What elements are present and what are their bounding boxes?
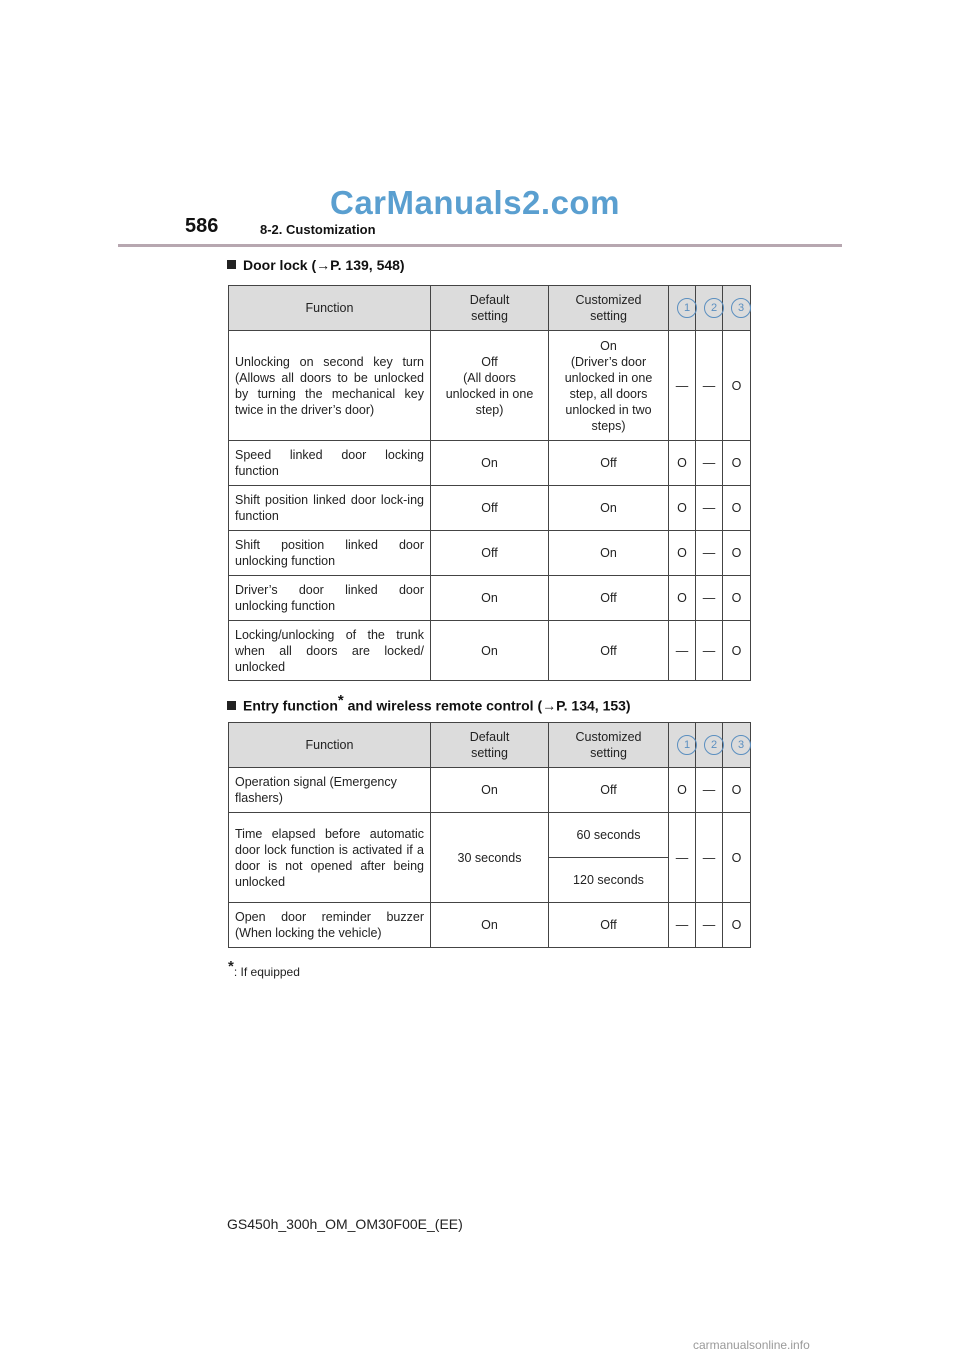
- entry-heading-star: *: [337, 692, 344, 709]
- table-row: [229, 531, 751, 576]
- door-lock-heading: [227, 257, 405, 273]
- custom-cell: Off: [549, 621, 669, 681]
- mark-cell-2: —: [696, 768, 723, 813]
- mark-cell-2: —: [696, 531, 723, 576]
- mark-cell-2: —: [696, 331, 723, 441]
- watermark-logo: CarManuals2.com: [330, 184, 620, 221]
- col-header-default: Default setting: [431, 723, 549, 768]
- mark-cell-2: —: [696, 486, 723, 531]
- mark-cell-3: O: [723, 903, 751, 948]
- function-cell: Time elapsed before automatic door lock function is activated if a door is not opened after being unlocked: [229, 813, 431, 903]
- col-header-3: [723, 723, 751, 768]
- default-cell: Off: [431, 531, 549, 576]
- mark-cell-3: O: [723, 576, 751, 621]
- table-row: [229, 441, 751, 486]
- table-row: [229, 486, 751, 531]
- custom-cell: 60 seconds: [549, 813, 669, 858]
- table-row: [229, 576, 751, 621]
- mark-cell-1: O: [669, 441, 696, 486]
- custom-cell: Off: [549, 441, 669, 486]
- default-cell: On: [431, 903, 549, 948]
- number-3-icon: 3: [731, 298, 751, 318]
- number-2-icon: 2: [704, 298, 724, 318]
- default-cell: On: [431, 621, 549, 681]
- mark-cell-2: —: [696, 576, 723, 621]
- door-lock-table: [228, 285, 751, 681]
- mark-cell-1: —: [669, 903, 696, 948]
- bullet-square-icon: [227, 260, 236, 269]
- mark-cell-1: O: [669, 768, 696, 813]
- mark-cell-1: O: [669, 576, 696, 621]
- col-header-function: Function: [229, 723, 431, 768]
- mark-cell-3: O: [723, 768, 751, 813]
- footnote: [228, 958, 300, 979]
- entry-heading-pre: Entry function: [243, 697, 338, 714]
- mark-cell-1: —: [669, 621, 696, 681]
- col-header-default: Default setting: [431, 286, 549, 331]
- section-title: 8-2. Customization: [260, 222, 376, 237]
- function-cell: Shift position linked door unlocking function: [229, 531, 431, 576]
- default-cell: Off: [431, 486, 549, 531]
- number-1-icon: 1: [677, 735, 697, 755]
- entry-function-heading: [227, 692, 631, 714]
- col-header-3: [723, 286, 751, 331]
- col-header-custom: Customized setting: [549, 723, 669, 768]
- custom-cell: Off: [549, 903, 669, 948]
- page-number: 586: [185, 215, 219, 237]
- col-header-2: [696, 286, 723, 331]
- default-cell: 30 seconds: [431, 813, 549, 903]
- custom-cell: Off: [549, 768, 669, 813]
- footnote-star: *: [228, 958, 234, 975]
- table-row: [229, 813, 751, 858]
- mark-cell-2: —: [696, 621, 723, 681]
- function-cell: Unlocking on second key turn (Allows all doors to be unlocked by turning the mechanical key twice in the driver’s door): [229, 331, 431, 441]
- table-row: [229, 903, 751, 948]
- custom-cell: On: [549, 486, 669, 531]
- table-header-row: [229, 723, 751, 768]
- entry-function-table: [228, 722, 751, 948]
- col-header-1: [669, 723, 696, 768]
- default-cell: On: [431, 576, 549, 621]
- col-header-1: [669, 286, 696, 331]
- mark-cell-2: —: [696, 813, 723, 903]
- custom-cell: On (Driver’s door unlocked in one step, all doors unlocked in two steps): [549, 331, 669, 441]
- function-cell: Shift position linked door lock-ing function: [229, 486, 431, 531]
- table-row: [229, 331, 751, 441]
- mark-cell-1: O: [669, 531, 696, 576]
- table-row: [229, 768, 751, 813]
- document-id: GS450h_300h_OM_OM30F00E_(EE): [227, 1216, 463, 1232]
- header-divider: [118, 244, 842, 247]
- bullet-square-icon: [227, 701, 236, 710]
- custom-cell: 120 seconds: [549, 858, 669, 903]
- footnote-text: : If equipped: [233, 965, 300, 979]
- mark-cell-1: —: [669, 813, 696, 903]
- table-header-row: [229, 286, 751, 331]
- number-3-icon: 3: [731, 735, 751, 755]
- default-cell: On: [431, 441, 549, 486]
- door-lock-heading-text: Door lock (→P. 139, 548): [243, 257, 405, 273]
- custom-cell: Off: [549, 576, 669, 621]
- watermark-footer: carmanualsonline.info: [693, 1338, 810, 1352]
- mark-cell-3: O: [723, 531, 751, 576]
- mark-cell-2: —: [696, 441, 723, 486]
- custom-cell: On: [549, 531, 669, 576]
- function-cell: Driver’s door linked door unlocking function: [229, 576, 431, 621]
- mark-cell-1: —: [669, 331, 696, 441]
- function-cell: Locking/unlocking of the trunk when all doors are locked/ unlocked: [229, 621, 431, 681]
- entry-heading-post: and wireless remote control (→P. 134, 153): [343, 697, 631, 714]
- mark-cell-1: O: [669, 486, 696, 531]
- function-cell: Speed linked door locking function: [229, 441, 431, 486]
- mark-cell-3: O: [723, 441, 751, 486]
- mark-cell-2: —: [696, 903, 723, 948]
- col-header-custom: Customized setting: [549, 286, 669, 331]
- col-header-function: Function: [229, 286, 431, 331]
- mark-cell-3: O: [723, 621, 751, 681]
- default-cell: On: [431, 768, 549, 813]
- mark-cell-3: O: [723, 486, 751, 531]
- number-2-icon: 2: [704, 735, 724, 755]
- function-cell: Operation signal (Emergency flashers): [229, 768, 431, 813]
- col-header-2: [696, 723, 723, 768]
- mark-cell-3: O: [723, 813, 751, 903]
- default-cell: Off (All doors unlocked in one step): [431, 331, 549, 441]
- function-cell: Open door reminder buzzer (When locking the vehicle): [229, 903, 431, 948]
- mark-cell-3: O: [723, 331, 751, 441]
- number-1-icon: 1: [677, 298, 697, 318]
- table-row: [229, 621, 751, 681]
